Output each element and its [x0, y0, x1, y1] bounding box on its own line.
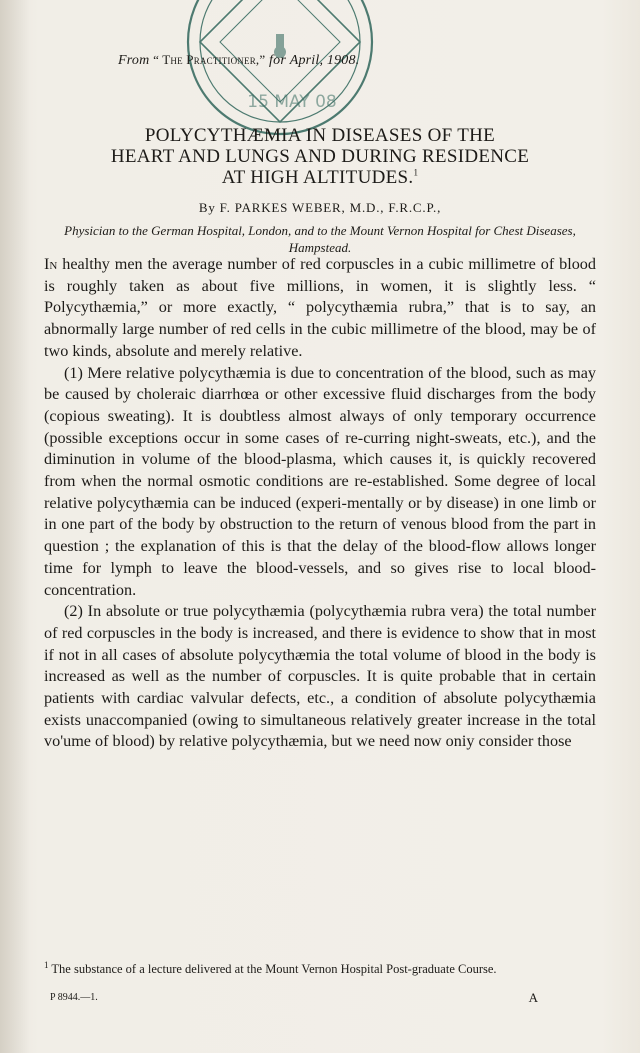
- title-line-2: HEART AND LUNGS AND DURING RESIDENCE: [110, 146, 530, 167]
- paragraph-1-lead: In: [44, 255, 58, 273]
- library-stamp-seal: [180, 0, 380, 142]
- footnote: [44, 959, 596, 977]
- title-footnote-mark: 1: [413, 167, 419, 178]
- author-affiliation: Physician to the German Hospital, London, and to the Mount Vernon Hospital for Chest Diseases, Hampstead.: [64, 223, 576, 255]
- source-from: From: [118, 53, 150, 68]
- title-line-1: POLYCYTHÆMIA IN DISEASES OF THE: [144, 125, 496, 146]
- source-date: April, 1908.: [289, 53, 360, 68]
- footnote-mark: 1: [44, 959, 49, 970]
- title-line-3: AT HIGH ALTITUDES.$^1$: [221, 167, 419, 188]
- article-body: [44, 254, 596, 753]
- svg-text:15 MAY 08: 15 MAY 08: [247, 92, 337, 112]
- paragraph-3: (2) In absolute or true polycythæmia (polycythæmia rubra vera) the total number of red corpuscles in the body is increased, and there is evidence to show that in most if not in all cases of absolute polycythæmia the total volume of blood in the body is increased as well as the number of corpuscles. It is quite probable that in certain patients with cardiac valvular defects, etc., a condition of absolute polycythæmia exists unaccompanied (owing to simultaneous relatively greater increase in the total vo'ume of blood) by relative polycythæmia, but we need now oniy consider those: [44, 602, 596, 751]
- author-byline: By F. PARKES WEBER, M.D., F.R.C.P.,: [198, 200, 442, 215]
- footnote-text: The substance of a lecture delivered at the Mount Vernon Hospital Post-graduate Course.: [51, 962, 497, 976]
- source-citation: [118, 52, 359, 69]
- source-for: for: [269, 53, 286, 68]
- article-title: [0, 125, 640, 188]
- paragraph-1: In healthy men the average number of red corpuscles in a cubic millimetre of blood is roughly taken as about five millions, in women, it is slightly less. “ Polycythæmia,” or more exactly, “ polycythæmia rubra,” that is to say, an abnormally large number of red cells in the cubic millimetre of the blood, may be of two kinds, absolute and merely relative.: [44, 255, 596, 360]
- printer-code: P 8944.—1.: [50, 992, 98, 1003]
- paragraph-2: (1) Mere relative polycythæmia is due to concentration of the blood, such as may be caused by choleraic diarrhœa or other excessive fluid discharges from the body (copious sweating). It is doubtless almost always of only temporary occurrence (possible exceptions occur in some cases of re-curring night-sweats, etc.), and the diminution in volume of the blood-plasma, which causes it, is quickly recovered from when the normal osmotic conditions are re-established. Some degree of local relative polycythæmia can be induced (experi-mentally or by disease) in one limb or in one part of the body by obstruction to the return of venous blood from the part in question ; the explanation of this is that the delay of the blood-flow allows longer time for lymph to leave the blood-vessels, and so gives rise to local blood-concentration.: [44, 363, 596, 599]
- source-journal: “ The Practitioner,”: [153, 52, 266, 67]
- signature-mark: A: [528, 990, 538, 1005]
